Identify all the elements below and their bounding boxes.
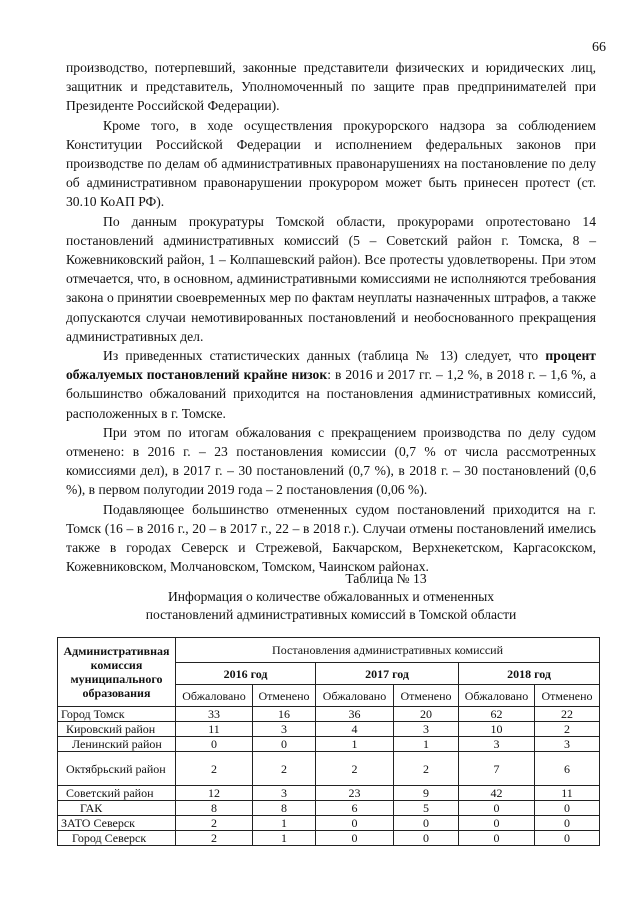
cell: 33: [176, 707, 253, 722]
cell: 2: [176, 816, 253, 831]
cell: 0: [535, 816, 600, 831]
corner-header: Административная комиссия муниципального образования: [58, 638, 176, 707]
sub-header: Обжаловано: [316, 685, 394, 707]
sub-header: Обжаловано: [459, 685, 535, 707]
paragraph-3: По данным прокуратуры Томской области, прокурорами опротестовано 14 постановлений административных комиссий (5 – Советский район г. Томска, 8 – Кожевниковский район, 1 – Колпашевский район). Все протесты удовлетворены. При этом отмечается, что, в основном, административными комиссиями не исполняются требования закона о принятии своевременных мер по фактам неуплаты назначенных штрафов, а также допускаются случаи немотивированных постановлений и необоснованного прекращения административных дел.: [66, 213, 596, 344]
paragraph-6: Подавляющее большинство отмененных судом постановлений приходится на г. Томск (16 – в 2016 г., 20 – в 2017 г., 22 – в 2018 г.). Случаи отмены постановлений имелись также в городах Северск и Стрежевой, Бакчарском, Верхнекетском, Каргасокском, Кожевниковском, Молчановском, Томском, Чаинском районах.: [66, 501, 596, 575]
sub-header: Обжаловано: [176, 685, 253, 707]
cell: 3: [253, 786, 316, 801]
table-caption: [66, 570, 596, 624]
cell: 2: [535, 722, 600, 737]
cell: 0: [535, 831, 600, 846]
row-name: ГАК: [58, 801, 176, 816]
cell: 0: [176, 737, 253, 752]
cell: 2: [176, 831, 253, 846]
cell: 0: [316, 816, 394, 831]
cell: 5: [394, 801, 459, 816]
cell: 3: [253, 722, 316, 737]
table-title-line-2: постановлений административных комиссий в Томской области: [145, 607, 517, 622]
cell: 0: [253, 737, 316, 752]
year-header-2016: 2016 год: [176, 663, 316, 685]
cell: 22: [535, 707, 600, 722]
stats-text-after: : в 2016 и 2017 гг. – 1,2 %, в 2018 г. – 1,6 %, а большинство обжалований приходится на постановления административных комиссий, расположенных в г. Томске.: [66, 367, 596, 421]
cell: 11: [535, 786, 600, 801]
cell: 6: [535, 752, 600, 786]
row-name: Октябрьский район: [58, 752, 176, 786]
table-row: [58, 722, 600, 737]
paragraph-stats: [66, 346, 596, 423]
table-number: Таблица № 13: [345, 571, 427, 586]
cell: 6: [316, 801, 394, 816]
cell: 36: [316, 707, 394, 722]
cell: 10: [459, 722, 535, 737]
cell: 0: [316, 831, 394, 846]
paragraph-1: производство, потерпевший, законные представители физических и юридических лиц, защитник и представитель, Уполномоченный по защите прав предпринимателей при Президенте Российской Федерации).: [66, 60, 596, 114]
table-row: [58, 816, 600, 831]
cell: 62: [459, 707, 535, 722]
cell: 0: [459, 816, 535, 831]
cell: 11: [176, 722, 253, 737]
cell: 0: [459, 801, 535, 816]
stats-text-bold: процент обжалуемых постановлений крайне низок: [66, 348, 596, 383]
cell: 1: [253, 816, 316, 831]
cell: 2: [316, 752, 394, 786]
cell: 0: [394, 831, 459, 846]
table-row: [58, 786, 600, 801]
cell: 8: [176, 801, 253, 816]
sub-header: Отменено: [535, 685, 600, 707]
cell: 3: [394, 722, 459, 737]
table-row: [58, 831, 600, 846]
row-name: ЗАТО Северск: [58, 816, 176, 831]
row-name: Город Томск: [58, 707, 176, 722]
cell: 3: [459, 737, 535, 752]
cell: 9: [394, 786, 459, 801]
sub-header: Отменено: [253, 685, 316, 707]
cell: 2: [394, 752, 459, 786]
cell: 16: [253, 707, 316, 722]
cell: 7: [459, 752, 535, 786]
body-text: [66, 58, 596, 576]
cell: 0: [394, 816, 459, 831]
paragraph-5: При этом по итогам обжалования с прекращением производства по делу судом отменено: в 2016 г. – 23 постановления комиссии (0,7 % от числа рассмотренных комиссиями дел), в 2017 г. – 30 постановлений (0,7 %), в 2018 г. – 30 постановлений (0,6 %), в первом полугодии 2019 года – 2 постановления (0,06 %).: [66, 424, 596, 498]
year-header-2017: 2017 год: [316, 663, 459, 685]
stats-text-before: Из приведенных статистических данных (таблица № 13) следует, что: [103, 348, 546, 364]
paragraph-2: Кроме того, в ходе осуществления прокурорского надзора за соблюдением Конституции Российской Федерации и исполнением федеральных законов при производстве по делам об административных правонарушениях на постановление по делу об административном правонарушении прокурором может быть принесен протест (ст. 30.10 КоАП РФ).: [66, 117, 596, 210]
table-row: [58, 801, 600, 816]
cell: 1: [316, 737, 394, 752]
cell: 4: [316, 722, 394, 737]
table-title-line-1: Информация о количестве обжалованных и отмененных: [167, 589, 495, 604]
row-name: Ленинский район: [58, 737, 176, 752]
cell: 20: [394, 707, 459, 722]
table-row: [58, 752, 600, 786]
table-row: [58, 707, 600, 722]
cell: 2: [253, 752, 316, 786]
row-name: Город Северск: [58, 831, 176, 846]
cell: 0: [535, 801, 600, 816]
cell: 23: [316, 786, 394, 801]
cell: 42: [459, 786, 535, 801]
cell: 1: [253, 831, 316, 846]
row-name: Кировский район: [58, 722, 176, 737]
cell: 12: [176, 786, 253, 801]
cell: 8: [253, 801, 316, 816]
data-table: [57, 637, 600, 846]
row-name: Советский район: [58, 786, 176, 801]
table-row: [58, 737, 600, 752]
cell: 0: [459, 831, 535, 846]
cell: 1: [394, 737, 459, 752]
page-number: 66: [592, 40, 606, 55]
sub-header: Отменено: [394, 685, 459, 707]
cell: 2: [176, 752, 253, 786]
year-header-2018: 2018 год: [459, 663, 600, 685]
cell: 3: [535, 737, 600, 752]
group-header: Постановления административных комиссий: [176, 638, 600, 663]
